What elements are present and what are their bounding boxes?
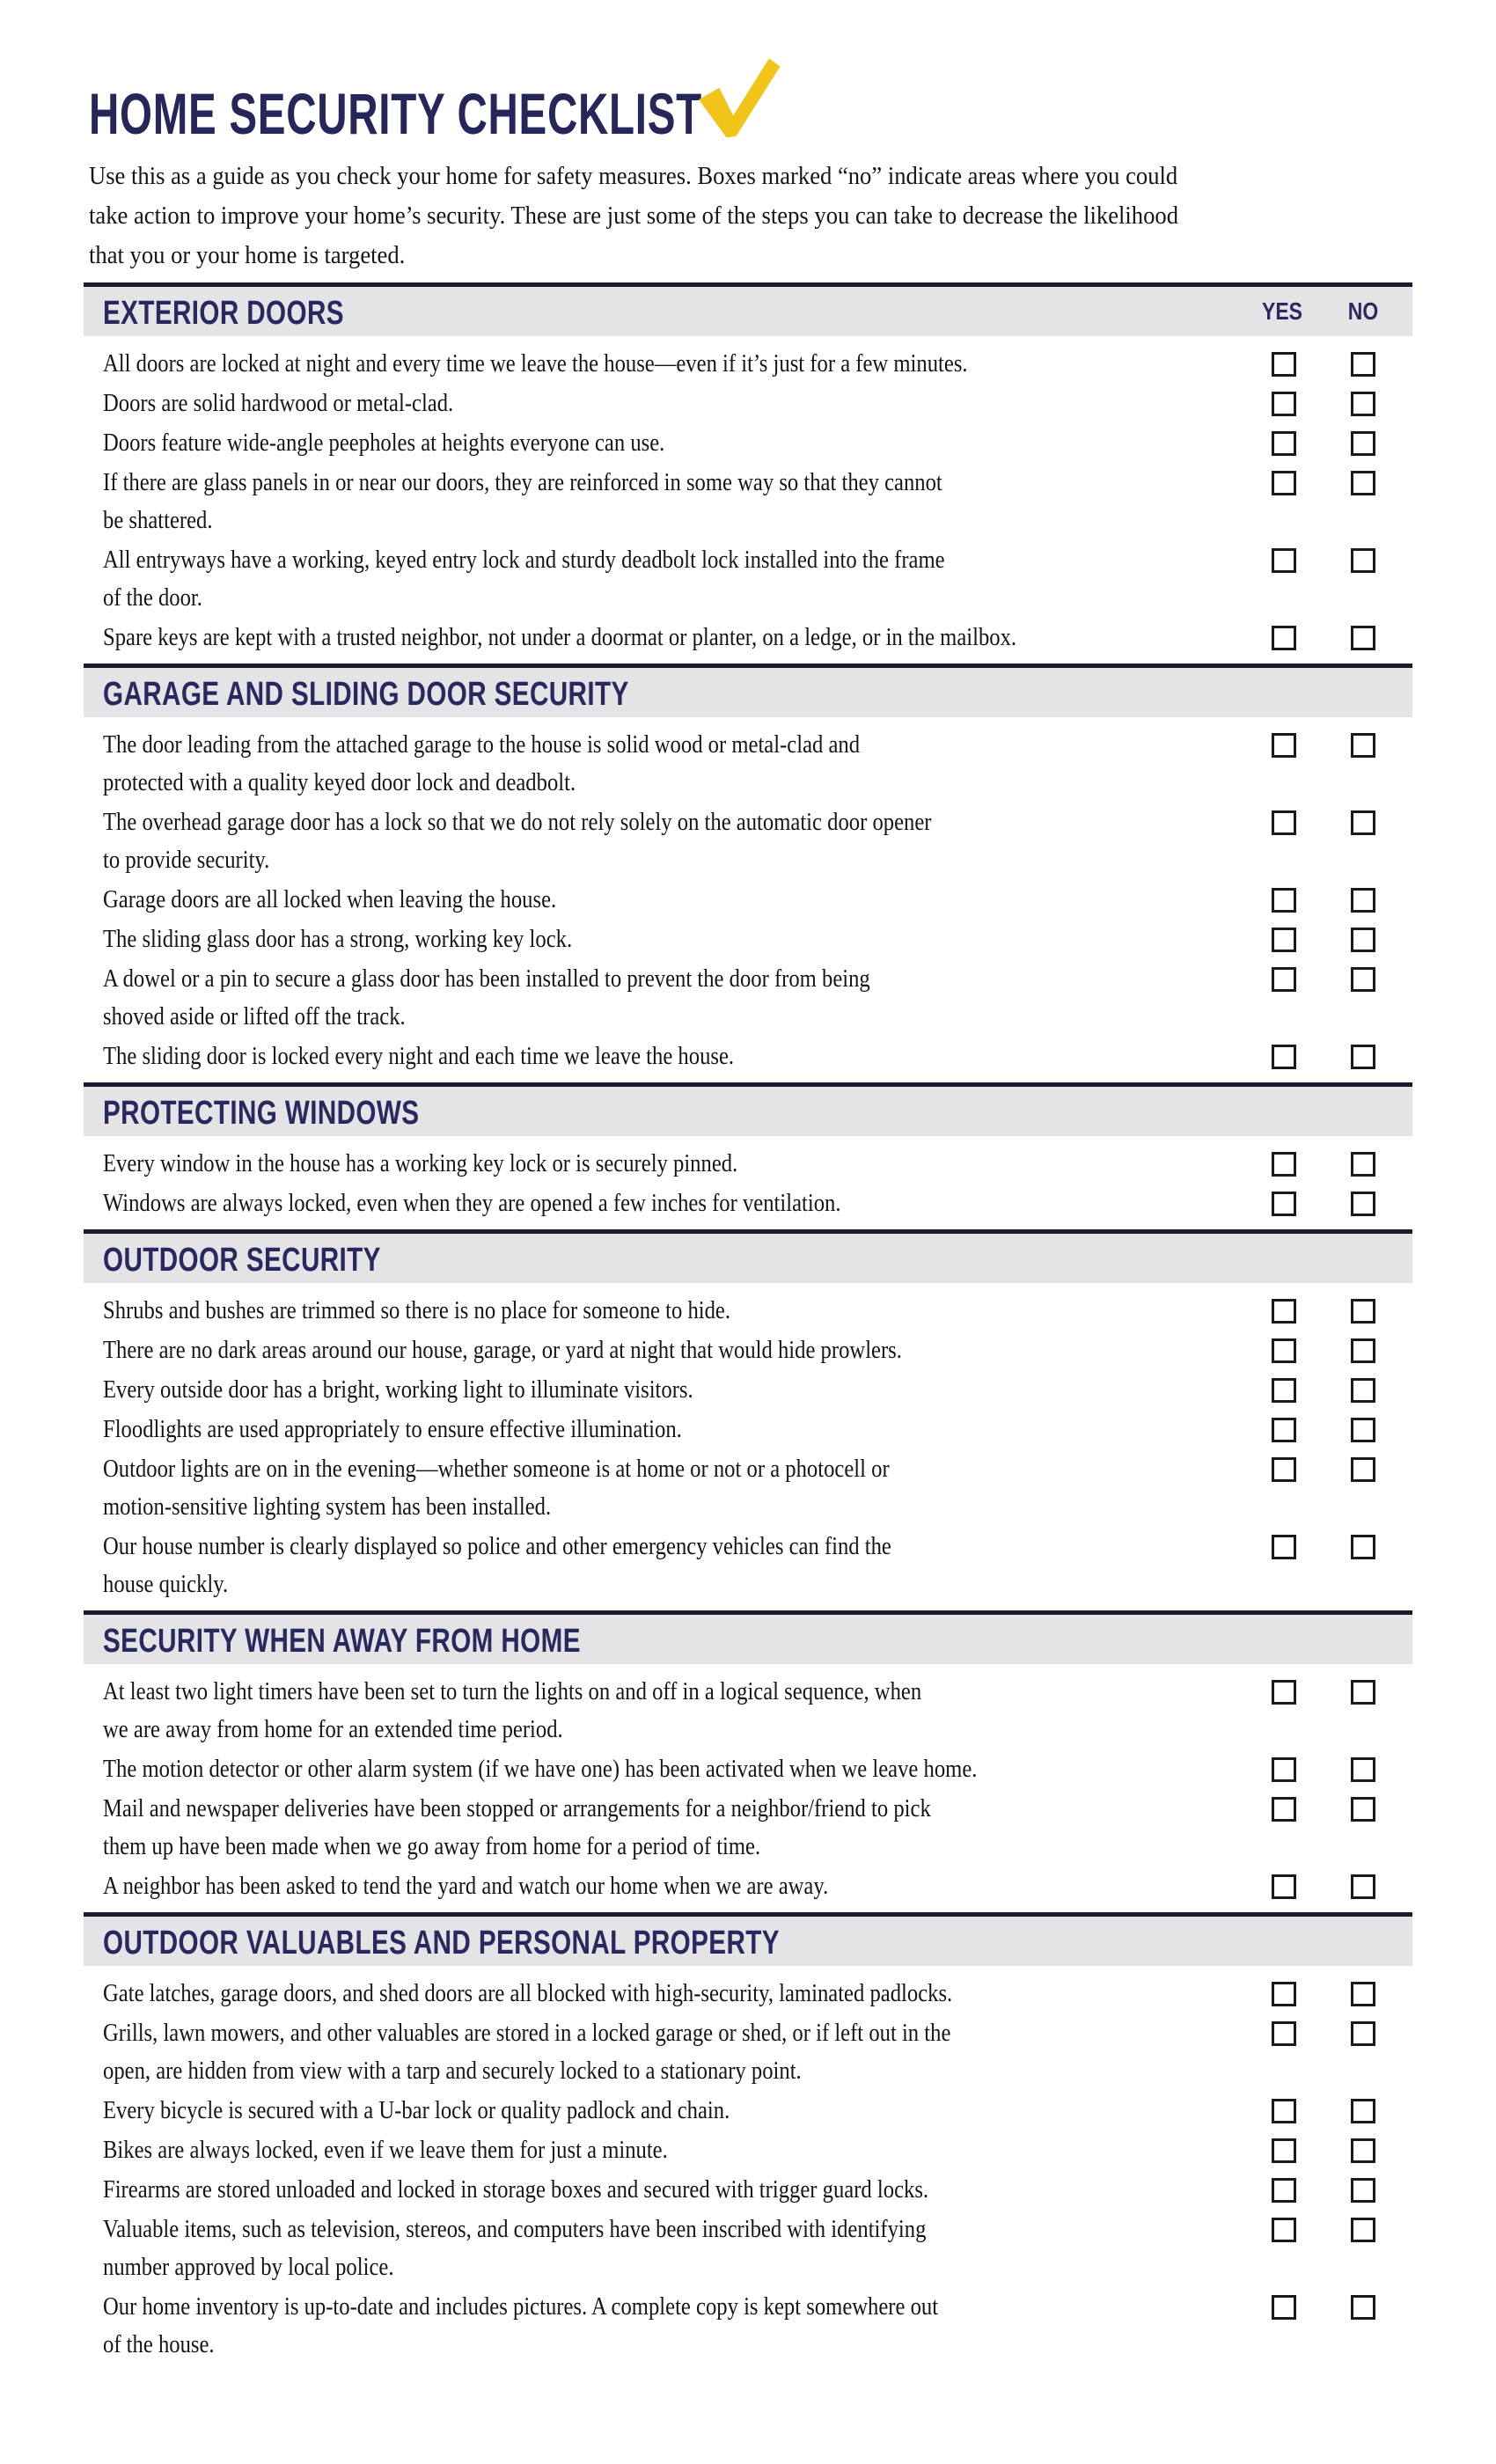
item-text [103,541,1412,617]
section-title: OUTDOOR VALUABLES AND PERSONAL PROPERTY [103,1925,780,1962]
no-checkbox[interactable] [1351,1152,1375,1177]
yes-checkbox[interactable] [1272,548,1296,573]
checklist-item [84,1975,1412,2013]
item-text [103,1411,1412,1448]
item-text [103,1528,1412,1603]
no-checkbox[interactable] [1351,2099,1375,2123]
checklist-section [84,664,1412,1075]
item-text-line: number approved by local police. [103,2254,394,2281]
item-text [103,464,1412,539]
item-text [103,1145,1412,1183]
section-title: SECURITY WHEN AWAY FROM HOME [103,1623,581,1660]
section-header-bar [84,1912,1412,1966]
no-checkbox[interactable] [1351,1378,1375,1403]
section-items [84,1975,1412,2364]
checklist-item [84,2211,1412,2286]
item-text-line: The overhead garage door has a lock so that we do not rely solely on the automatic door opener [103,809,932,836]
item-text-line: Every outside door has a bright, working light to illuminate visitors. [103,1376,693,1404]
no-checkbox[interactable] [1351,626,1375,650]
checklist-item [84,1790,1412,1866]
item-text [103,424,1412,462]
item-text-line: Garage doors are all locked when leaving the house. [103,886,557,913]
checklist-item [84,803,1412,879]
checklist-item [84,541,1412,617]
item-text [103,2288,1412,2364]
item-text-line: Outdoor lights are on in the evening—whether someone is at home or not or a photocell or [103,1456,890,1483]
item-text-line: If there are glass panels in or near our doors, they are reinforced in some way so that they cannot [103,469,942,496]
item-text-line: The door leading from the attached garage to the house is solid wood or metal-clad and [103,731,861,759]
section-header-bar [84,1229,1412,1283]
yes-checkbox[interactable] [1272,1874,1296,1899]
yes-checkbox[interactable] [1272,392,1296,416]
section-items [84,1145,1412,1222]
checklist-item [84,1867,1412,1905]
item-text [103,2171,1412,2209]
checklist-item [84,1371,1412,1409]
item-text-line: Mail and newspaper deliveries have been stopped or arrangements for a neighbor/friend to pick [103,1795,931,1822]
no-checkbox[interactable] [1351,967,1375,992]
no-checkbox[interactable] [1351,1757,1375,1782]
no-checkbox[interactable] [1351,1045,1375,1069]
no-checkbox[interactable] [1351,431,1375,456]
item-text [103,1790,1412,1866]
yes-checkbox[interactable] [1272,733,1296,758]
checklist-section [84,1610,1412,1905]
item-text-line: open, are hidden from view with a tarp and securely locked to a stationary point. [103,2057,802,2085]
item-text [103,1038,1412,1075]
yes-checkbox[interactable] [1272,352,1296,377]
yes-checkbox[interactable] [1272,1757,1296,1782]
intro-paragraph [89,157,1412,275]
checklist-section [84,1912,1412,2364]
checklist-item [84,920,1412,958]
yes-checkbox[interactable] [1272,1378,1296,1403]
checklist-item [84,1411,1412,1448]
item-text-line: Our home inventory is up-to-date and includes pictures. A complete copy is kept somewhere out [103,2293,939,2321]
item-text-line: Spare keys are kept with a trusted neighbor, not under a doormat or planter, on a ledge, or in the mailbox. [103,624,1017,651]
section-title: GARAGE AND SLIDING DOOR SECURITY [103,676,629,713]
item-text-line: Firearms are stored unloaded and locked in storage boxes and secured with trigger guard locks. [103,2176,929,2204]
yes-checkbox[interactable] [1272,1299,1296,1324]
section-header-bar [84,1610,1412,1664]
no-checkbox[interactable] [1351,2178,1375,2203]
item-text [103,1975,1412,2013]
yes-checkbox[interactable] [1272,2178,1296,2203]
checklist-item [84,385,1412,422]
item-text-line: Doors are solid hardwood or metal-clad. [103,390,454,417]
yes-checkbox[interactable] [1272,1418,1296,1442]
yes-checkbox[interactable] [1272,888,1296,913]
item-text-line: The sliding door is locked every night and each time we leave the house. [103,1043,735,1070]
no-checkbox[interactable] [1351,1457,1375,1482]
section-title: EXTERIOR DOORS [103,295,344,332]
checklist-item [84,1184,1412,1222]
no-checkbox[interactable] [1351,1874,1375,1899]
no-checkbox[interactable] [1351,2295,1375,2320]
no-checkbox[interactable] [1351,1535,1375,1559]
no-checkbox[interactable] [1351,1982,1375,2006]
item-text-line: them up have been made when we go away from home for a period of time. [103,1833,761,1860]
checklist-item [84,1038,1412,1075]
item-text [103,1750,1412,1788]
item-text-line: motion-sensitive lighting system has been installed. [103,1493,552,1521]
item-text-line: All doors are locked at night and every time we leave the house—even if it’s just for a few minutes. [103,350,968,378]
yes-checkbox[interactable] [1272,2099,1296,2123]
item-text-line: A dowel or a pin to secure a glass door has been installed to prevent the door from being [103,965,870,993]
checklist-item [84,2288,1412,2364]
yes-checkbox[interactable] [1272,1982,1296,2006]
item-text [103,619,1412,656]
no-checkbox[interactable] [1351,1299,1375,1324]
item-text-line: At least two light timers have been set to turn the lights on and off in a logical sequence, when [103,1678,922,1705]
item-text-line: The sliding glass door has a strong, working key lock. [103,926,573,953]
no-checkbox[interactable] [1351,548,1375,573]
checklist-item [84,2092,1412,2130]
no-checkbox[interactable] [1351,1418,1375,1442]
section-title: OUTDOOR SECURITY [103,1242,381,1279]
column-header-no: NO [1347,297,1379,325]
yes-checkbox[interactable] [1272,928,1296,952]
no-checkbox[interactable] [1351,733,1375,758]
checklist-item [84,881,1412,919]
item-text-line: Doors feature wide-angle peepholes at heights everyone can use. [103,429,665,457]
item-text [103,1673,1412,1749]
item-text-line: The motion detector or other alarm system (if we have one) has been activated when we leave home. [103,1756,978,1783]
intro-line: take action to improve your home’s security. These are just some of the steps you can take to decrease the likelihood [89,202,1179,230]
no-checkbox[interactable] [1351,1338,1375,1363]
item-text-line: of the door. [103,584,202,612]
yes-checkbox[interactable] [1272,471,1296,495]
item-text-line: house quickly. [103,1571,229,1598]
item-text [103,2014,1412,2090]
item-text [103,1331,1412,1369]
item-text [103,1450,1412,1526]
item-text [103,726,1412,802]
checklist-item [84,1145,1412,1183]
item-text-line: Every window in the house has a working key lock or is securely pinned. [103,1150,738,1177]
item-text-line: Every bicycle is secured with a U-bar lock or quality padlock and chain. [103,2097,730,2124]
checklist-section [84,1082,1412,1222]
no-checkbox[interactable] [1351,392,1375,416]
checklist-item [84,619,1412,656]
item-text-line: we are away from home for an extended time period. [103,1716,563,1743]
yes-checkbox[interactable] [1272,1045,1296,1069]
item-text-line: Shrubs and bushes are trimmed so there is no place for someone to hide. [103,1297,731,1324]
checklist-item [84,960,1412,1036]
checklist-item [84,2014,1412,2090]
item-text-line: to provide security. [103,847,270,874]
section-header-bar [84,664,1412,717]
item-text [103,2092,1412,2130]
section-header-bar [84,282,1412,336]
section-items [84,345,1412,656]
item-text-line: be shattered. [103,507,213,534]
yes-checkbox[interactable] [1272,2218,1296,2242]
item-text-line: A neighbor has been asked to tend the yard and watch our home when we are away. [103,1873,829,1900]
yes-checkbox[interactable] [1272,1797,1296,1822]
item-text-line: Grills, lawn mowers, and other valuables are stored in a locked garage or shed, or if left out in the [103,2020,951,2047]
checklist-item [84,345,1412,383]
no-checkbox[interactable] [1351,352,1375,377]
checklist-item [84,1331,1412,1369]
item-text [103,1292,1412,1330]
item-text-line: All entryways have a working, keyed entry lock and sturdy deadbolt lock installed into the frame [103,546,945,574]
yes-checkbox[interactable] [1272,1535,1296,1559]
no-checkbox[interactable] [1351,810,1375,835]
yes-checkbox[interactable] [1272,967,1296,992]
item-text [103,1371,1412,1409]
no-checkbox[interactable] [1351,2218,1375,2242]
item-text-line: Floodlights are used appropriately to ensure effective illumination. [103,1416,682,1443]
item-text [103,960,1412,1036]
yes-checkbox[interactable] [1272,1680,1296,1705]
item-text [103,881,1412,919]
yes-checkbox[interactable] [1272,1192,1296,1216]
item-text [103,920,1412,958]
yes-checkbox[interactable] [1272,1338,1296,1363]
checklist-item [84,1292,1412,1330]
item-text-line: shoved aside or lifted off the track. [103,1003,406,1030]
item-text-line: of the house. [103,2331,215,2358]
sections [84,282,1412,2364]
yes-checkbox[interactable] [1272,626,1296,650]
item-text [103,345,1412,383]
item-text-line: Valuable items, such as television, stereos, and computers have been inscribed with identifying [103,2216,927,2243]
column-header-yes: YES [1262,297,1302,325]
section-items [84,1292,1412,1603]
checklist-item [84,2131,1412,2169]
yes-checkbox[interactable] [1272,2021,1296,2046]
item-text [103,803,1412,879]
checklist-item [84,726,1412,802]
intro-line: that you or your home is targeted. [89,242,406,269]
checklist-section [84,282,1412,656]
item-text-line: There are no dark areas around our house, garage, or yard at night that would hide prowlers. [103,1337,902,1364]
title-row [89,81,1412,146]
yes-checkbox[interactable] [1272,2295,1296,2320]
item-text [103,2211,1412,2286]
item-text [103,385,1412,422]
item-text [103,1184,1412,1222]
yes-checkbox[interactable] [1272,2138,1296,2163]
checklist-item [84,1750,1412,1788]
intro-line: Use this as a guide as you check your home for safety measures. Boxes marked “no” indicate areas where you could [89,163,1178,190]
yes-checkbox[interactable] [1272,1457,1296,1482]
no-checkbox[interactable] [1351,888,1375,913]
item-text-line: Bikes are always locked, even if we leave them for just a minute. [103,2137,668,2164]
yes-checkbox[interactable] [1272,1152,1296,1177]
no-checkbox[interactable] [1351,1192,1375,1216]
checkmark-icon [694,55,782,141]
yes-checkbox[interactable] [1272,810,1296,835]
item-text-line: protected with a quality keyed door lock and deadbolt. [103,769,576,796]
checklist-item [84,2171,1412,2209]
checklist-item [84,424,1412,462]
no-checkbox[interactable] [1351,1797,1375,1822]
no-checkbox[interactable] [1351,471,1375,495]
section-header-bar [84,1082,1412,1136]
section-items [84,1673,1412,1905]
no-checkbox[interactable] [1351,2138,1375,2163]
no-checkbox[interactable] [1351,928,1375,952]
yes-checkbox[interactable] [1272,431,1296,456]
section-title: PROTECTING WINDOWS [103,1095,420,1132]
checklist-item [84,1673,1412,1749]
checklist-item [84,1450,1412,1526]
checklist-item [84,1528,1412,1603]
item-text-line: Gate latches, garage doors, and shed doors are all blocked with high-security, laminated padlocks. [103,1980,953,2007]
item-text [103,2131,1412,2169]
no-checkbox[interactable] [1351,2021,1375,2046]
item-text-line: Windows are always locked, even when they are opened a few inches for ventilation. [103,1190,841,1217]
section-items [84,726,1412,1075]
item-text [103,1867,1412,1905]
page-title: HOME SECURITY CHECKLIST [89,81,702,146]
no-checkbox[interactable] [1351,1680,1375,1705]
checklist-item [84,464,1412,539]
checklist-section [84,1229,1412,1603]
item-text-line: Our house number is clearly displayed so police and other emergency vehicles can find the [103,1533,891,1560]
